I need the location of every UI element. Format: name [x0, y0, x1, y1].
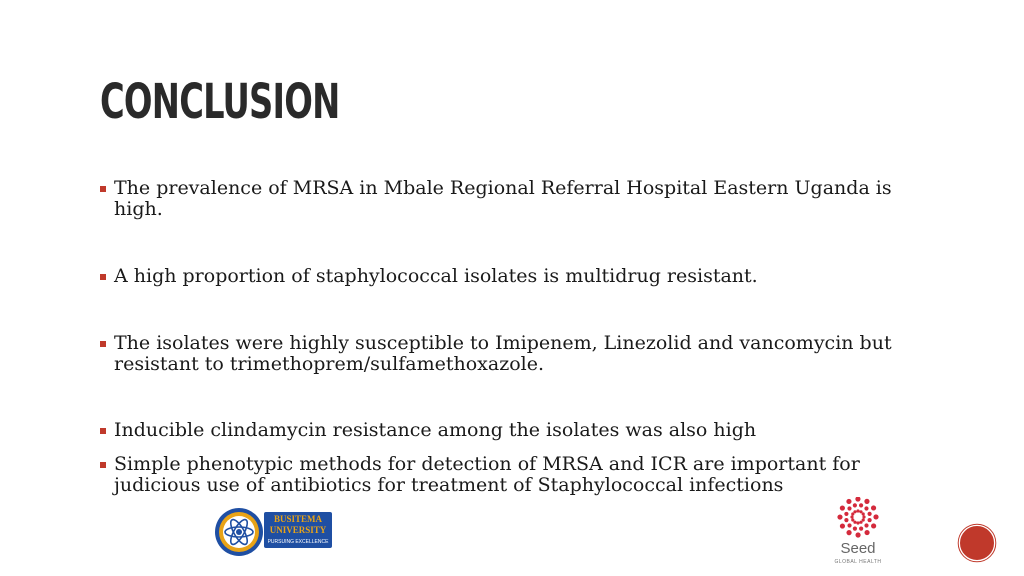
busitema-line2: UNIVERSITY	[269, 525, 327, 535]
seed-burst-dot	[853, 510, 856, 513]
seed-burst-icon	[837, 497, 878, 538]
bullet-item	[100, 454, 900, 496]
seed-burst-dot	[850, 515, 853, 518]
busitema-line1: BUSITEMA	[273, 514, 323, 524]
seed-burst-dot	[864, 530, 869, 535]
seed-subtitle: GLOBAL HEALTH	[834, 559, 882, 565]
bullet-item	[100, 420, 900, 441]
seed-burst-dot	[856, 521, 859, 524]
seed-burst-dot	[837, 514, 842, 519]
square-bullet-icon	[100, 274, 106, 280]
seed-burst-dot	[856, 509, 859, 512]
seed-burst-dot	[871, 523, 876, 528]
seed-burst-dot	[859, 503, 863, 507]
square-bullet-icon	[100, 341, 106, 347]
seed-burst-dot	[859, 526, 863, 530]
seed-name: Seed	[840, 540, 876, 557]
seed-burst-dot	[871, 505, 876, 510]
seed-burst-dot	[862, 515, 865, 518]
bullet-item	[100, 178, 900, 220]
seed-burst-dot	[847, 523, 851, 527]
seed-burst-dot	[847, 506, 851, 510]
seed-burst-dot	[862, 512, 865, 515]
bullet-item	[100, 266, 900, 287]
atom-gear-icon	[215, 508, 263, 556]
seed-burst-dot	[853, 527, 857, 531]
seed-burst-dot	[844, 518, 848, 522]
seed-burst-dot	[864, 523, 868, 527]
square-bullet-icon	[100, 462, 106, 468]
seed-burst-dot	[846, 499, 851, 504]
slide-title: CONCLUSION	[100, 74, 340, 130]
seed-burst-dot	[853, 503, 857, 507]
bullet-text: Inducible clindamycin resistance among the isolates was also high	[114, 419, 757, 441]
seed-burst-dot	[864, 506, 868, 510]
bullet-text: A high proportion of staphylococcal isolates is multidrug resistant.	[114, 265, 758, 287]
seed-burst-dot	[873, 514, 878, 519]
seed-burst-dot	[855, 532, 860, 537]
seed-burst-dot	[864, 499, 869, 504]
square-bullet-icon	[100, 186, 106, 192]
bullet-text: The prevalence of MRSA in Mbale Regional Referral Hospital Eastern Uganda is high.	[114, 177, 892, 220]
seed-burst-dot	[867, 512, 871, 516]
seed-burst-dot	[840, 523, 845, 528]
seed-burst-dot	[851, 518, 854, 521]
slide-number-badge	[957, 523, 997, 563]
seed-burst-dot	[840, 505, 845, 510]
seed-burst-dot	[859, 521, 862, 524]
seed-global-health-logo	[826, 497, 890, 567]
seed-burst-dot	[844, 512, 848, 516]
seed-burst-dot	[855, 497, 860, 502]
bullet-item	[100, 333, 900, 375]
seed-burst-dot	[846, 530, 851, 535]
square-bullet-icon	[100, 428, 106, 434]
seed-burst-dot	[868, 518, 872, 522]
busitema-university-logo	[212, 505, 336, 559]
busitema-line3: PURSUING EXCELLENCE	[267, 539, 329, 545]
bullet-text: Simple phenotypic methods for detection of MRSA and ICR are important for judicious use of antibiotics for treatment of Staphylococcal infections	[114, 453, 860, 496]
bullet-text: The isolates were highly susceptible to Imipenem, Linezolid and vancomycin but resistant to trimethoprem/sulfamethoxazole.	[114, 332, 892, 375]
